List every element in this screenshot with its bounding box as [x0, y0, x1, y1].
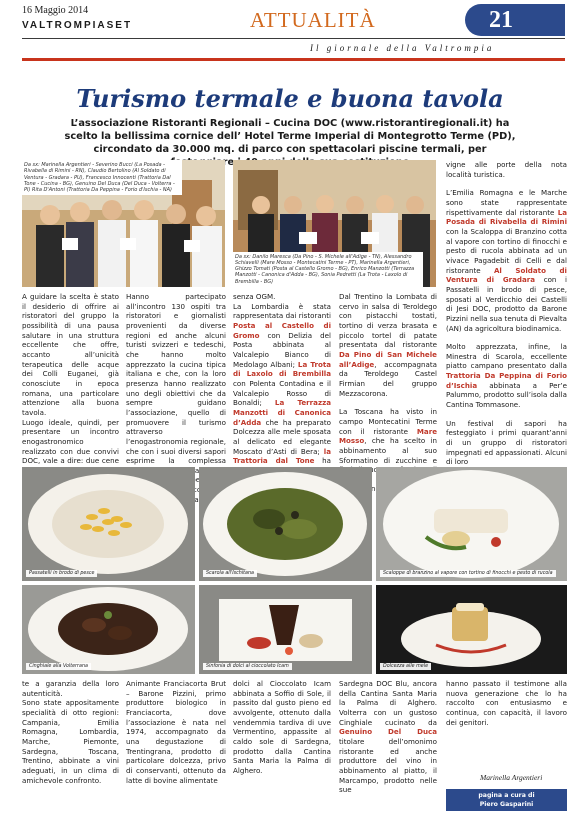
author-signature: Marinella Argentieri — [480, 773, 543, 782]
paragraph: Hanno partecipato all’incontro 130 ospiti tra ristoratori e giornalisti provenienti da diverse regioni ed anche alcuni turisti svizzeri e tedeschi, che hanno molto apprezzato la cucina tipica italiana e che, con la loro presenza hanno realizzato uno degli obiettivi che da sempre guidano l’associazione, quello di promuovere il turismo attraverso l’enogastronomia regionale, che con i suoi diversi sapori esprime la complessa — [126, 292, 226, 466]
restaurant-name: Al Soldato di Ventura di Gradara — [446, 265, 567, 285]
dish-label: Sinfonia di dolci al cioccolato Icam — [203, 663, 292, 670]
restaurant-name: Mare Mosso — [339, 426, 437, 446]
dish-image — [376, 467, 567, 581]
dish-label: Cinghiale alla Volterrana — [26, 663, 91, 670]
paragraph: vigne alle porte della nota località turistica. — [446, 160, 567, 179]
text-column-b1 — [22, 679, 119, 809]
photo-left-caption: Da sx: Marinella Argentieri - Severino Bucci (La Posada - Rivabella di Rimini - RN), Claudio Bertolino (Al Soldato di Ventura - Gradara - PU), Francesco Innocenti (Trattoria Dal Tone - Cucina - BG), Genuino Del Duca (Del Duca - Volterra - PI) Rita D'Antoni (Trattoria Da Peppina - Forio d'Ischia - NA) — [22, 160, 182, 195]
section-title: ATTUALITÀ — [250, 8, 376, 32]
dish-photo-cinghiale — [22, 585, 195, 674]
restaurant-name: la Trattoria dal Tone — [233, 446, 331, 466]
publication-name: VALTROMPIASET — [22, 20, 133, 31]
page-credit-box — [446, 789, 567, 811]
paragraph: Molto apprezzata, infine, la Minestra di Scarola, eccellente piatto campano presentato dalla Trattoria Da Peppina di Forio d’Ischia abbinata a Per’e Palummo, prodotto sull’isola dalla Cantina Tommasone. — [446, 342, 567, 410]
page-number-badge: 21 — [465, 4, 565, 36]
dish-image — [376, 585, 567, 674]
header-rule — [22, 38, 565, 39]
paragraph: A guidare la scelta è stato il desiderio di offrire ai ristoratori del gruppo la possibilità di una pausa salutare in una struttura eccellente che offre, accanto all’unicità terapeutica delle acque dei Colli Euganei, già conosciute in epoca romana, una particolare attenzione alla buona tavola. — [22, 292, 119, 417]
group-photo-right — [233, 160, 436, 287]
paragraph: La Lombardia è stata rappresentata dai ristoranti Posta al Castello di Gromo con Delizia del Posta abbinata al Valcalepio Bianco di Medolago Albani; La Trota di Laxolo di Brembilla con Polenta Contadina e il Valcalepio Rosso di Bonaldi; La Terrazza Manzotti di Canonica d’Adda che ha preparato Dolcezza alle mele sposata al delicato ed elegante Moscato d’Asti di Bera; la Trattoria dal Tone ha — [233, 301, 332, 466]
text-column-b5 — [446, 679, 567, 769]
dish-photo-sinfonia — [199, 585, 372, 674]
restaurant-name: Da Pino di San Michele all’Adige — [339, 349, 437, 369]
dish-label: Scaloppe di branzino al vapore con tortino di finocchi e pesto di rucola — [380, 570, 556, 577]
dish-photo-scaloppe — [376, 467, 567, 581]
paragraph: L’Emilia Romagna e le Marche sono state rappresentate rispettivamente dal ristorante La Posada di Rivabella di Rimini con la Scaloppa di Branzino cotta al vapore con tortino di finocchi e pesto di rucola abbinata ad un vivace Pagadebit di Celli e dal ristorante Al Soldato di Ventura di Gradara con i Passatelli in brodo di pesce, sposati al Verdicchio dei Castelli di Jesi DOC, prodotto da Barone Pizzini nella sua tenuta di Pievalta (AN) da agricoltura biodinamica. — [446, 188, 567, 333]
restaurant-name: La Posada di Rivabella di Rimini — [446, 207, 567, 227]
restaurant-name: La Terrazza Manzotti di Canonica d’Adda — [233, 398, 332, 427]
paragraph: aperto — [186, 475, 211, 485]
paragraph: te a garanzia della loro autenticità. — [22, 679, 119, 698]
paragraph: senza OGM. — [233, 292, 276, 301]
paragraph: Dal Trentino la Lombata di cervo in salsa di Teroldego con pistacchi tostati, tortino di verza brasata e piccolo tortel di patate presentata dal ristorante Da Pino di San Michele all’Adige, accompagnata da Teroldego Castel Firmian del gruppo Mezzacorona. — [339, 292, 437, 398]
dish-label: Scarola all'Ischitana — [203, 570, 257, 577]
dish-photo-passatelli — [22, 467, 195, 581]
credit-line-1: pagina a cura di — [478, 792, 535, 799]
text-column-4 — [339, 292, 437, 475]
text-column-2 — [126, 292, 226, 485]
group-photo-left — [22, 160, 225, 287]
restaurant-name: Posta al Castello di Gromo — [233, 320, 331, 340]
photo-right-caption: Da sx: Danilo Maresca (Da Pino - S. Michele all'Adige - TN), Alessandro Schiavelli (Mare Mosso - Montecatini Terme - PT), Marinella Argentieri, Ghizzo Tomati (Posta al Castello Gromo - BG), Enrico Manzotti (Terrazza Manzotti - Canonica d'Adda - BG), Sonia Pedretti (La Trota - Laxolo di Brembilla - BG) — [233, 252, 423, 287]
paragraph: Sono state appositamente specialità di otto regioni: Campania, Emilia Romagna, Lombardia, Marche, Piemonte, Sardegna, Toscana, Trentino, abbinate a vini adeguati, in un clima di amichevole confronto. — [22, 698, 119, 785]
dish-photo-dolcezza — [376, 585, 567, 674]
restaurant-name: Trattoria Da Peppina di Forio d’Ischia — [446, 371, 567, 390]
text-column-b3 — [233, 679, 331, 809]
credit-line-2: Piero Gasparini — [479, 801, 534, 808]
paragraph: Luogo ideale, quindi, per presentare un incontro enogastronomico realizzato con due convivi DOC, vale a dire: due cene — [22, 417, 119, 466]
issue-date: 16 Maggio 2014 — [22, 5, 89, 16]
paragraph: dolci al Cioccolato Icam abbinata a Soffio di Sole, il passito dal gusto pieno ed avvolgente, ottenuto dalla vendemmia tardiva di uve Vermentino, appassite al caldo sole di Sardegna, prodotto dalla Cantina Santa Maria la Palma di Alghero. — [233, 679, 331, 775]
article-subtitle: L’associazione Ristoranti Regionali – Cucina DOC (www.ristorantiregionali.it) ha scelto la bellissima cornice dell’ Hotel Terme Imperial di Montegrotto Terme (PD), circondato da 30.000 mq. di parco con spettacolari piscine termali, per — [64, 118, 516, 155]
text-column-5 — [446, 160, 567, 467]
dish-label: Passatelli in brodo di pesce — [26, 570, 97, 577]
dish-image — [199, 585, 372, 674]
paragraph: Un festival di sapori ha festeggiato i primi quarant’anni di un gruppo di ristoratori impegnati ed appassionati. Alcuni di loro — [446, 418, 567, 467]
paragraph: Animante Franciacorta Brut – Barone Pizzini, primo produttore biologico in Franciacorta, dove l’associazione è nata nel 1974, accompagnato da una degustazione di Trentingrana, prodotto di particolare dolcezza, privo di conservanti, ottenuto da latte di bovine alimentate — [126, 679, 226, 785]
text-column-3 — [233, 292, 332, 466]
publication-tagline: Il giornale della Valtrompia — [310, 43, 495, 53]
paragraph: Sardegna DOC Blu, ancora della Cantina Santa Maria la Palma di Alghero. Volterra con un gustoso Cinghiale cucinato da Genuino Del Duca titolare dell’omonimo ristorante ed anche produttore del vino in abbinamento al piatto, il Marcampo, prodotto nelle sue — [339, 679, 437, 795]
dish-photo-scarola — [199, 467, 372, 581]
dish-image — [199, 467, 372, 581]
article-title: Turismo termale e buona tavola — [76, 84, 504, 113]
restaurant-name: Genuino Del Duca — [339, 727, 437, 737]
paragraph: hanno passato il testimone alla nuova generazione che lo ha raccolto con entusiasmo e continua, con capacità, il lavoro dei genitori. — [446, 679, 567, 727]
text-column-b2 — [126, 679, 226, 809]
dish-label: Dolcezza alle mele — [380, 663, 431, 670]
dish-image — [22, 585, 195, 674]
text-column-1 — [22, 292, 119, 466]
restaurant-name: La Trota di Laxolo di Brembilla — [233, 359, 331, 379]
header-accent-bar — [22, 58, 565, 61]
text-column-b4 — [339, 679, 437, 809]
dish-image — [22, 467, 195, 581]
paragraph: La Toscana ha visto in campo Montecatini Terme con il ristorante Mare Mosso, che ha scelto in abbinamento al suo Sformatino di zucchine e zucca — [339, 407, 437, 475]
